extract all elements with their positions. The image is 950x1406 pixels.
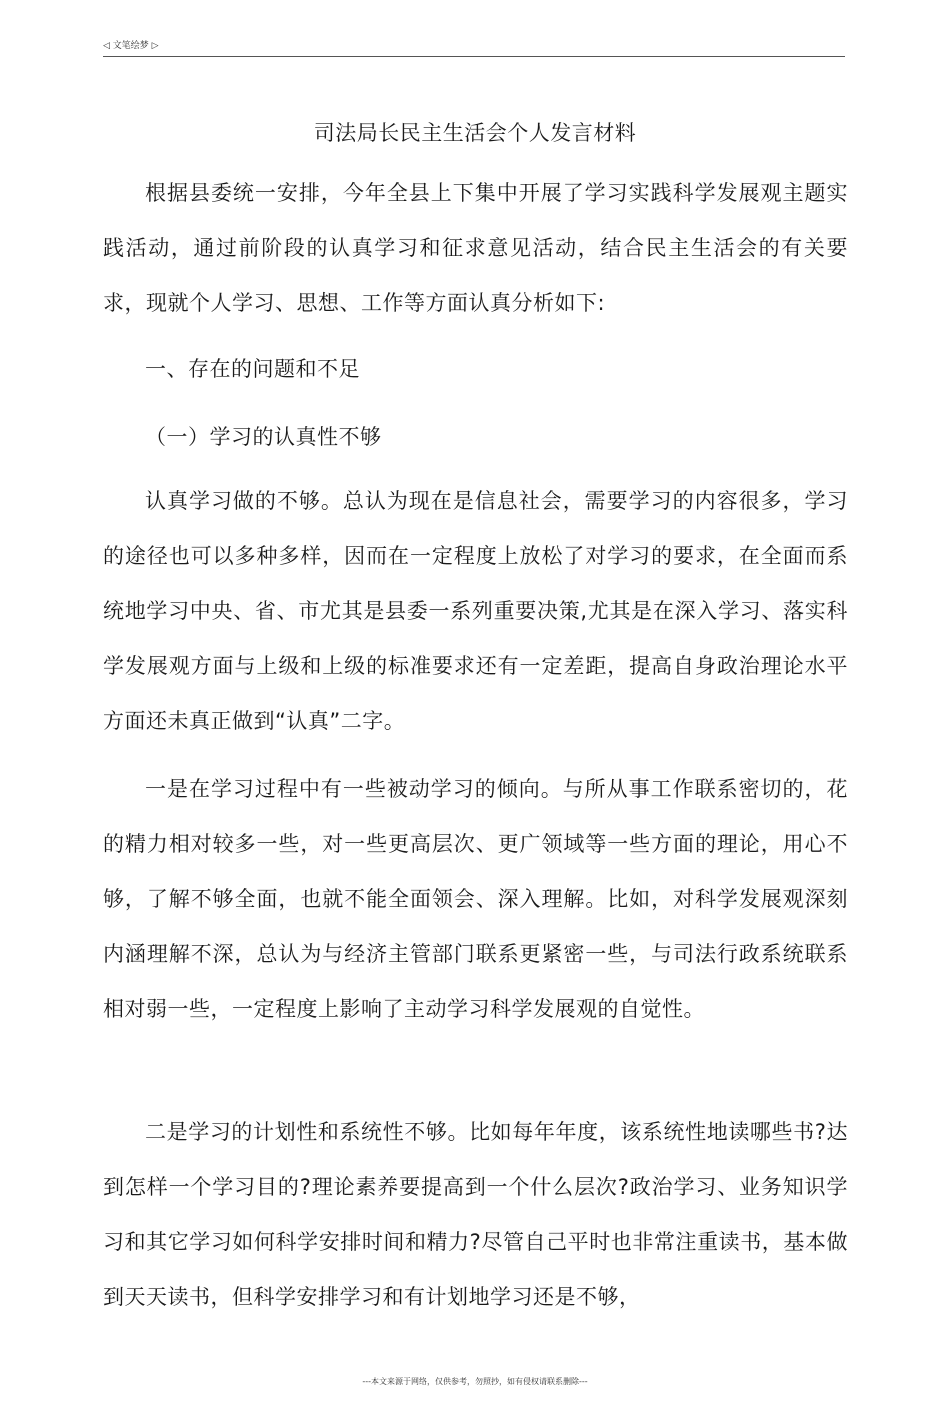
heading-text: （一）学习的认真性不够 [145, 425, 382, 449]
header-brand-text: ◁ 文笔绘梦 ▷ [103, 41, 159, 51]
document-title: 司法局长民主生活会个人发言材料 [313, 121, 637, 145]
document-paragraph-point-one [103, 762, 848, 1037]
paragraph-text: 认真学习做的不够。总认为现在是信息社会，需要学习的内容很多，学习的途径也可以多种多样，因而在一定程度上放松了对学习的要求，在全面而系统地学习中央、省、市尤其是县委一系列重要决策,尤其是在深入学习、落实科学发展观方面与上级和上级的标准要求还有一定差距，提高自身政治理论水平方面还未真正做到“认真”二字。 [103, 489, 848, 733]
paragraph-text: 一是在学习过程中有一些被动学习的倾向。与所从事工作联系密切的，花的精力相对较多一些，对一些更高层次、更广领域等一些方面的理论，用心不够，了解不够全面，也就不能全面领会、深入理解。比如，对科学发展观深刻内涵理解不深，总认为与经济主管部门联系更紧密一些，与司法行政系统联系相对弱一些，一定程度上影响了主动学习科学发展观的自觉性。 [103, 777, 848, 1021]
document-paragraph-point-two [103, 1105, 848, 1325]
paragraph-text: 二是学习的计划性和系统性不够。比如每年年度，该系统性地读哪些书?达到怎样一个学习目的?理论素养要提高到一个什么层次?政治学习、业务知识学习和其它学习如何科学安排时间和精力?尽管自己平时也非常注重读书，基本做到天天读书，但科学安排学习和有计划地学习还是不够， [103, 1120, 848, 1309]
heading-text: 一、存在的问题和不足 [145, 357, 360, 381]
document-paragraph-intro [103, 166, 848, 331]
section-heading-problems [103, 342, 848, 397]
page-footer: ---本文来源于网络，仅供参考，勿照抄，如有侵权请联系删除--- [362, 1377, 588, 1386]
document-paragraph-study [103, 474, 848, 749]
paragraph-text: 根据县委统一安排，今年全县上下集中开展了学习实践科学发展观主题实践活动，通过前阶段的认真学习和征求意见活动，结合民主生活会的有关要求，现就个人学习、思想、工作等方面认真分析如下: [103, 181, 848, 315]
subsection-heading-study [103, 410, 848, 465]
page-header [103, 40, 845, 57]
